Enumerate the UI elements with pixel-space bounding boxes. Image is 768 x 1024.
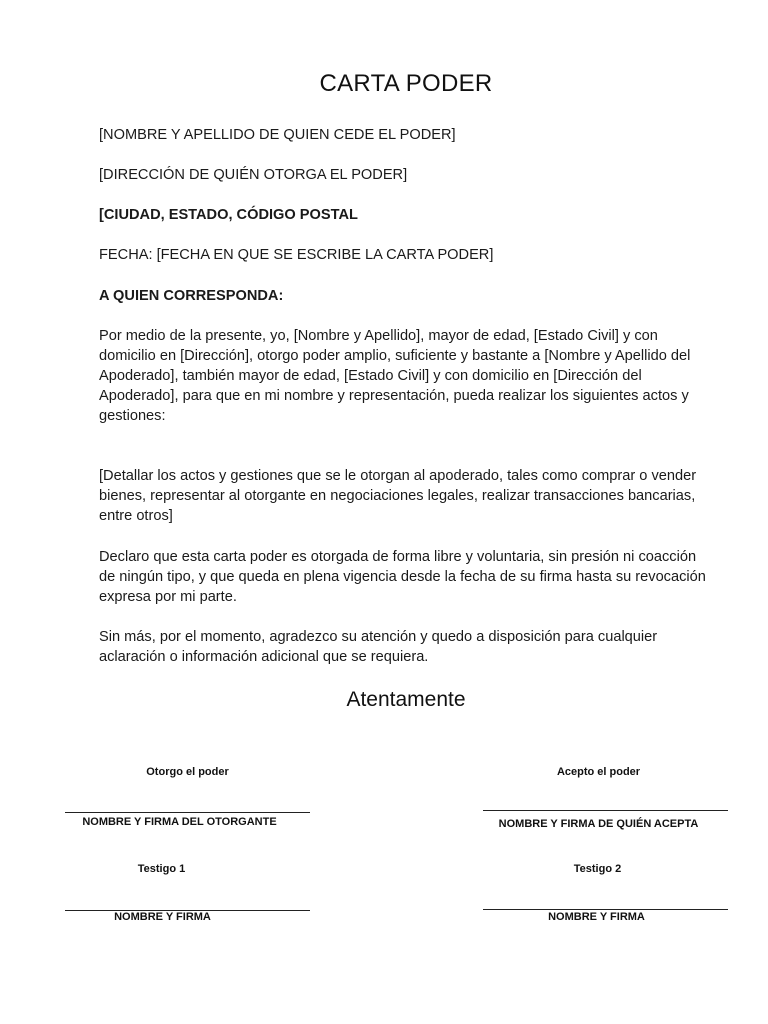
witness2-signature-line bbox=[483, 909, 728, 910]
witness2-signature-caption: NOMBRE Y FIRMA bbox=[548, 911, 645, 923]
closing-salutation: Atentamente bbox=[346, 688, 466, 711]
acceptor-signature-caption: NOMBRE Y FIRMA DE QUIÉN ACEPTA bbox=[498, 818, 699, 830]
grantor-address-line: [DIRECCIÓN DE QUIÉN OTORGA EL PODER] bbox=[99, 167, 408, 183]
grantor-name-line: [NOMBRE Y APELLIDO DE QUIEN CEDE EL PODER] bbox=[99, 127, 456, 143]
acceptor-signature-line bbox=[483, 810, 728, 811]
grantor-signature-caption: NOMBRE Y FIRMA DEL OTORGANTE bbox=[82, 816, 277, 828]
city-state-zip-line: [CIUDAD, ESTADO, CÓDIGO POSTAL bbox=[99, 207, 358, 223]
grantor-signature-line bbox=[65, 812, 310, 813]
salutation: A QUIEN CORRESPONDA: bbox=[99, 288, 284, 304]
grantor-signature-heading: Otorgo el poder bbox=[146, 766, 229, 778]
witness1-signature-caption: NOMBRE Y FIRMA bbox=[114, 911, 211, 923]
acceptor-signature-heading: Acepto el poder bbox=[556, 766, 641, 778]
date-line: FECHA: [FECHA EN QUE SE ESCRIBE LA CARTA PODER] bbox=[99, 247, 494, 263]
paragraph-acts-detail: [Detallar los actos y gestiones que se le otorgan al apoderado, tales como comprar o vender bienes, representar al otorgante en negociaciones legales, realizar transacciones bancarias, entre otros] bbox=[99, 468, 697, 524]
witness1-heading: Testigo 1 bbox=[137, 863, 186, 875]
paragraph-power-grant: Por medio de la presente, yo, [Nombre y Apellido], mayor de edad, [Estado Civil] y con domicilio en [Dirección], otorgo poder amplio, suficiente y bastante a [Nombre y Apellido del Apoderado], también mayor de edad, [Estado Civil] y con domicilio en [Dirección del Apoderado], para que en mi nombre y representación, pueda realizar los siguientes actos y gestiones: bbox=[99, 328, 691, 424]
paragraph-declaration: Declaro que esta carta poder es otorgada de forma libre y voluntaria, sin presión ni coacción de ningún tipo, y que queda en plena vigencia desde la fecha de su firma hasta su revocación expresa por mi parte. bbox=[99, 549, 706, 605]
document-title: CARTA PODER bbox=[319, 70, 493, 97]
paragraph-closing-remarks: Sin más, por el momento, agradezco su atención y quedo a disposición para cualquier aclaración o información adicional que se requiera. bbox=[99, 629, 658, 665]
witness2-heading: Testigo 2 bbox=[573, 863, 622, 875]
